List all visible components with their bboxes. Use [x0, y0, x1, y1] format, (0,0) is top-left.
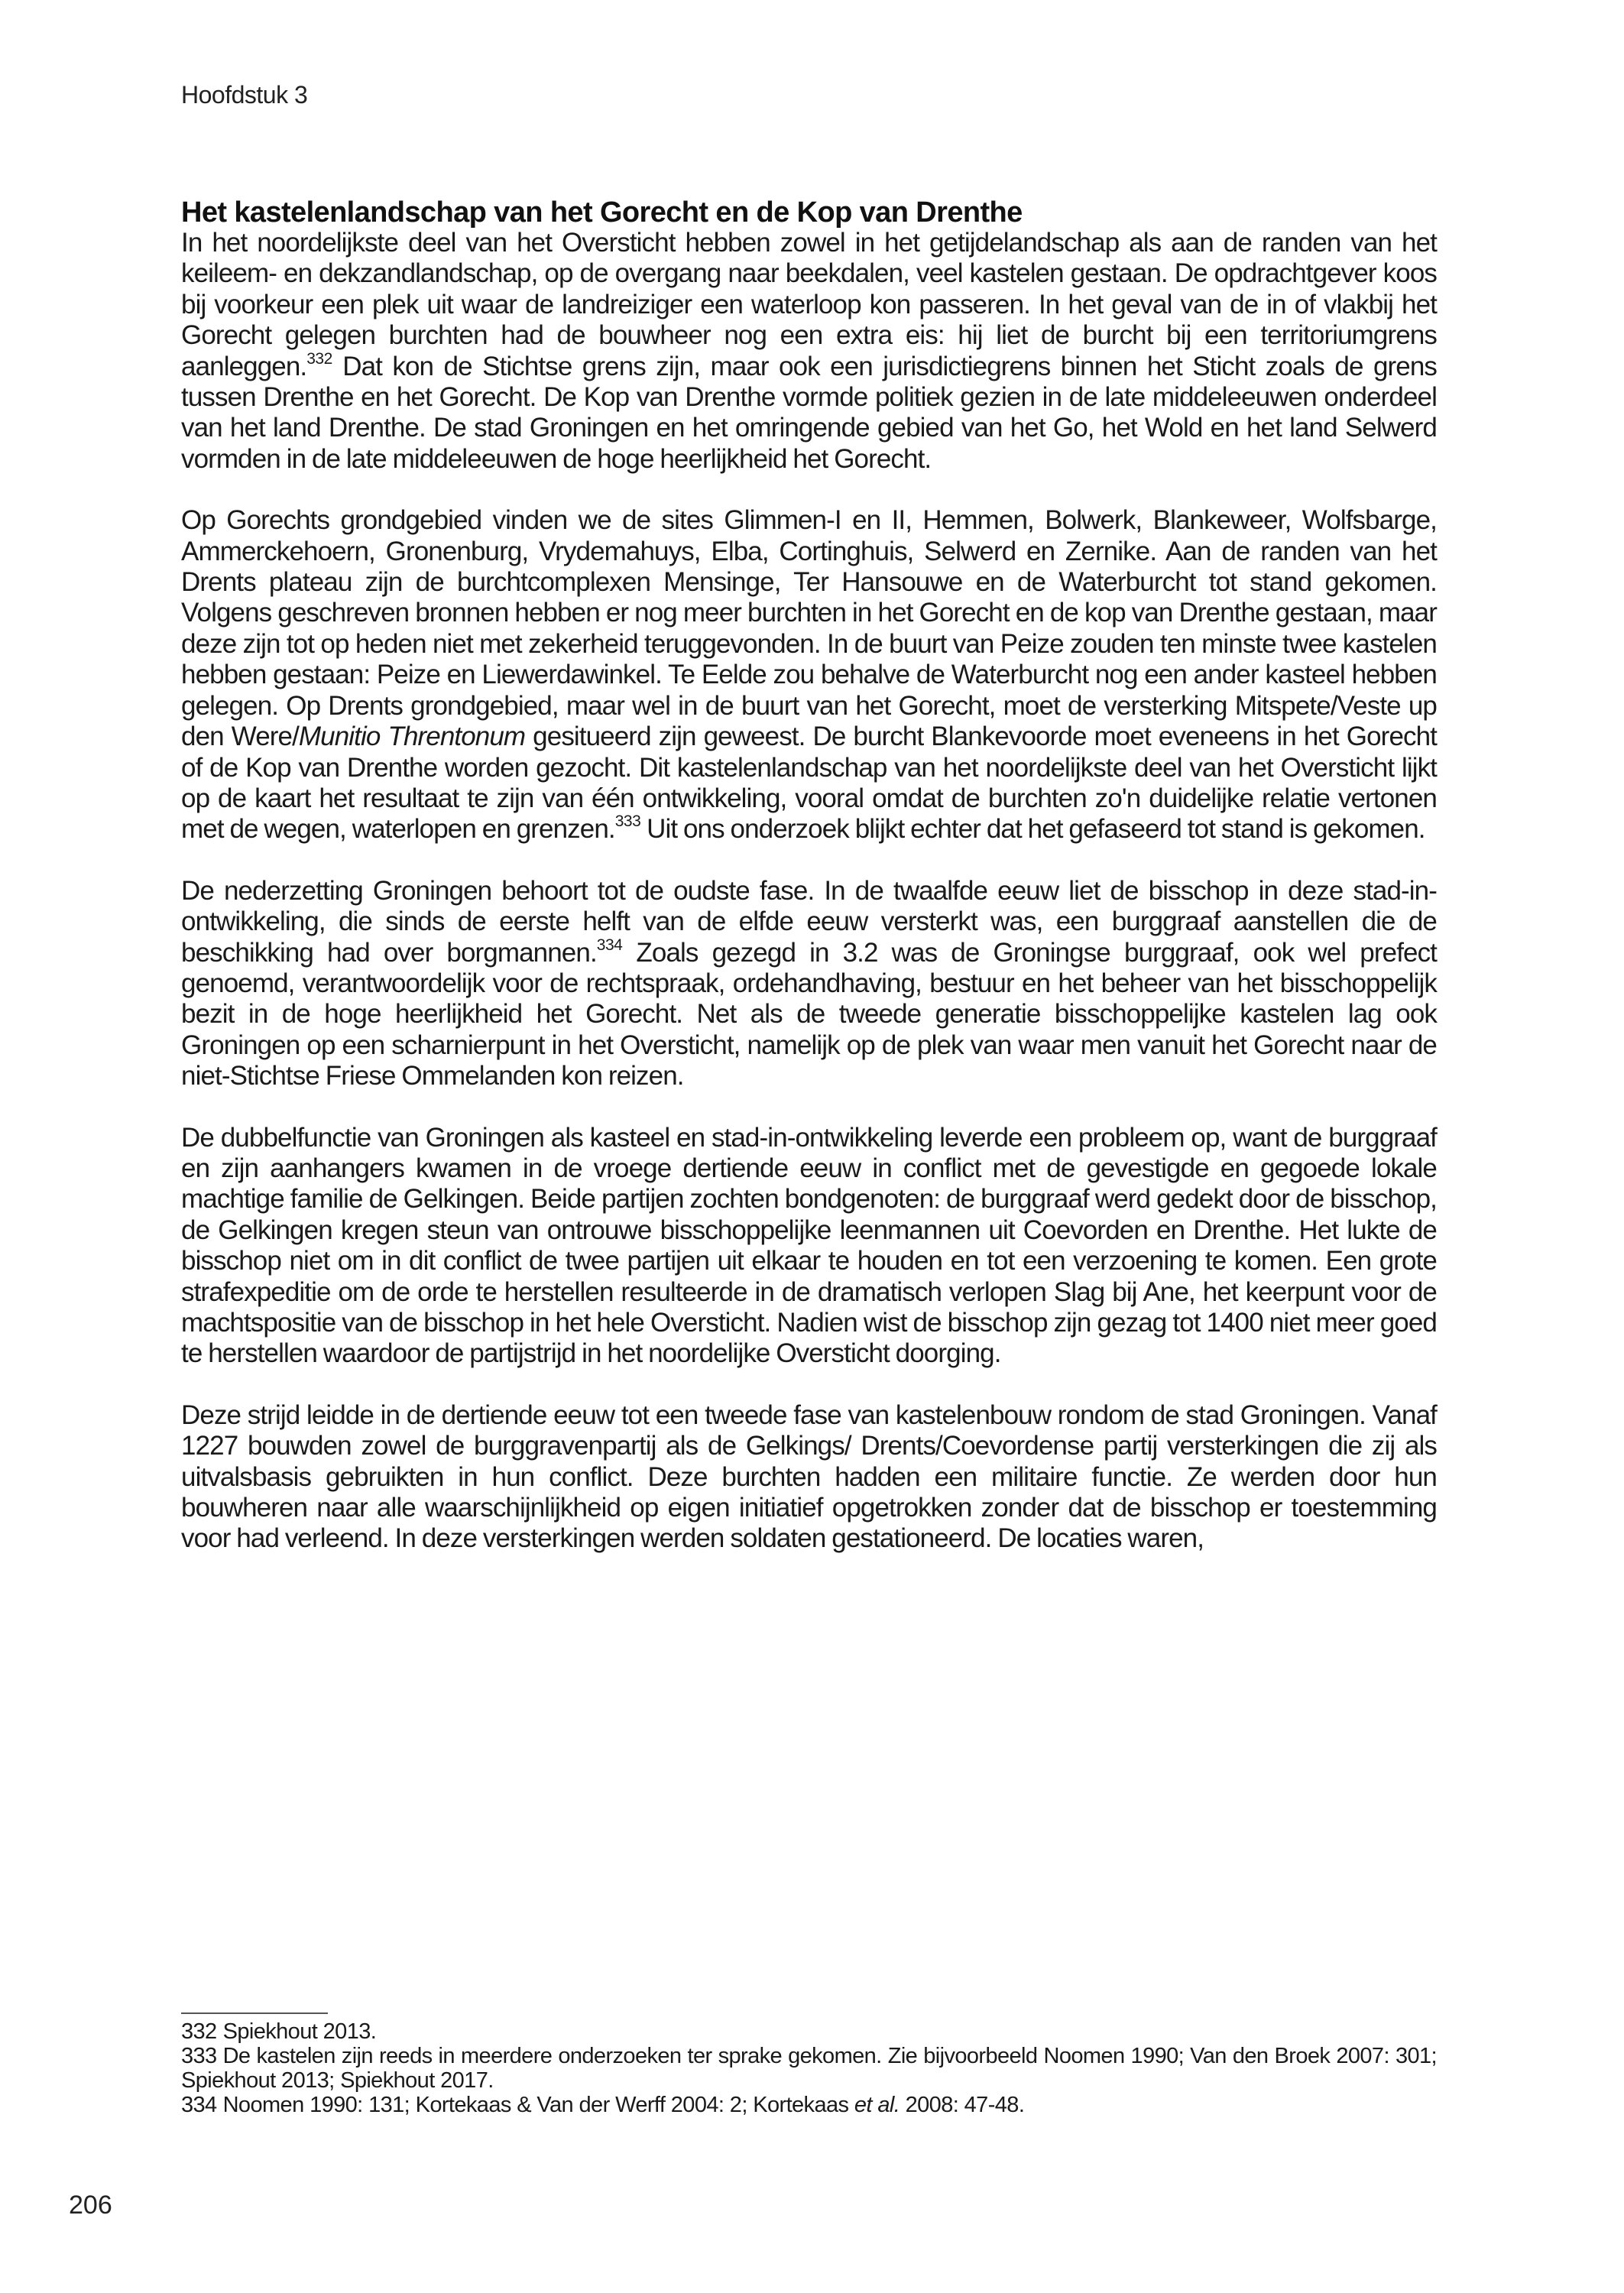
- footnote-divider: [181, 2012, 328, 2014]
- paragraph: [181, 1123, 1437, 1370]
- text-run: Zoals gezegd in 3.2 was de Groningse burggraaf, ook wel prefect genoemd, verantwoordelijk voor de rechtspraak, ordehandhaving, bestuur en het beheer van het bisschoppelijk bezit in de hoge heerlijkheid het Gorecht. Net als de tweede generatie bisschoppelijke kastelen lag ook Groningen op een scharnierpunt in het Oversticht, namelijk op de plek van waar men vanuit het Gorecht naar de niet-Stichtse Friese Ommelanden kon reizen.: [181, 937, 1438, 1091]
- text-run: gesitueerd zijn geweest. De burcht Blankevoorde moet eveneens in het Gorecht of de Kop van Drenthe worden gezocht. Dit kastelenlandschap van het noordelijkste deel van het Oversticht lijkt op de kaart het resultaat te zijn van één ontwikkeling, vooral omdat de burchten zo'n duidelijke relatie vertonen met de wegen, waterlopen en grenzen.: [181, 722, 1437, 845]
- paragraph: [181, 1400, 1437, 1555]
- paragraph: [181, 505, 1437, 845]
- text-run: In het noordelijkste deel van het Oversticht hebben zowel in het getijdelandschap als aan de randen van het keileem- en dekzandlandschap, op de overgang naar beekdalen, veel kastelen gestaan. De opdrachtgever koos bij voorkeur een plek uit waar de landreiziger een waterloop kon passeren. In het geval van de in of vlakbij het Gorecht gelegen burchten had de bouwheer nog een extra eis: hij liet de burcht bij een territoriumgrens aanleggen.: [181, 228, 1437, 381]
- footnote-number: 333: [181, 2044, 217, 2068]
- footnote-reference[interactable]: 333: [614, 812, 641, 831]
- footnotes: [181, 2019, 1437, 2117]
- text-run: De kastelen zijn reeds in meerdere onderzoeken ter sprake gekomen. Zie bijvoorbeeld Noomen 1990; Van den Broek 2007: 301; Spiekhout 2013; Spiekhout 2017.: [181, 2044, 1437, 2093]
- text-run: 2008: 47-48.: [900, 2093, 1025, 2117]
- text-run: De dubbelfunctie van Groningen als kasteel en stad-in-ontwikkeling leverde een probleem op, want de burggraaf en zijn aanhangers kwamen in de vroege dertiende eeuw in conflict met de gevestigde en gegoede lokale machtige familie de Gelkingen. Beide partijen zochten bondgenoten: de burggraaf werd gedekt door de bisschop, de Gelkingen kregen steun van ontrouwe bisschoppelijke leenmannen uit Coevorden en Drenthe. Het lukte de bisschop niet om in dit conflict de twee partijen uit elkaar te houden en tot een verzoening te komen. Een grote strafexpeditie om de orde te herstellen resulteerde in de dramatisch verlopen Slag bij Ane, het keerpunt voor de machtspositie van de bisschop in het hele Oversticht. Nadien wist de bisschop zijn gezag tot 1400 niet meer goed te herstellen waardoor de partijstrijd in het noordelijke Oversticht doorging.: [181, 1122, 1437, 1369]
- footnote-number: 334: [181, 2093, 217, 2117]
- running-head: Hoofdstuk 3: [181, 81, 308, 109]
- text-run: De nederzetting Groningen behoort tot de oudste fase. In de twaalfde eeuw liet de bisschop in deze stad-in-ontwikkeling, die sinds de eerste helft van de elfde eeuw versterkt was, een burggraaf aanstellen die de beschikking had over borgmannen.: [181, 875, 1437, 968]
- footnote: [181, 2044, 1437, 2093]
- text-run: Op Gorechts grondgebied vinden we de sites Glimmen-I en II, Hemmen, Bolwerk, Blankeweer, Wolfsbarge, Ammerckehoern, Gronenburg, Vrydemahuys, Elba, Cortinghuis, Selwerd en Zernike. Aan de randen van het Drents plateau zijn de burchtcomplexen Mensinge, Ter Hansouwe en de Waterburcht tot stand gekomen. Volgens geschreven bronnen hebben er nog meer burchten in het Gorecht en de kop van Drenthe gestaan, maar deze zijn tot op heden niet met zekerheid teruggevonden. In de buurt van Peize zouden ten minste twee kastelen hebben gestaan: Peize en Liewerdawinkel. Te Eelde zou behalve de Waterburcht nog een ander kasteel hebben gelegen. Op Drents grondgebied, maar wel in de buurt van het Gorecht, moet de versterking Mitspete/Veste up den Were/: [181, 505, 1437, 752]
- paragraph: [181, 228, 1437, 475]
- paragraph: [181, 876, 1437, 1092]
- footnote-reference[interactable]: 334: [596, 936, 623, 954]
- footnote: [181, 2093, 1437, 2117]
- text-run: Uit ons onderzoek blijkt echter dat het gefaseerd tot stand is gekomen.: [640, 814, 1425, 845]
- page-number: 206: [69, 2191, 112, 2220]
- text-run: Spiekhout 2013.: [222, 2019, 377, 2044]
- body-text: [181, 197, 1437, 1555]
- footnote-reference[interactable]: 332: [306, 349, 332, 368]
- section-title: Het kastelenlandschap van het Gorecht en de Kop van Drenthe: [181, 196, 1023, 229]
- paragraphs: [181, 228, 1437, 1555]
- footnote: [181, 2019, 1437, 2044]
- italic-text: Munitio Threntonum: [298, 722, 526, 752]
- footnote-number: 332: [181, 2019, 217, 2044]
- text-run: Noomen 1990: 131; Kortekaas & Van der Werff 2004: 2; Kortekaas: [222, 2093, 854, 2117]
- italic-text: et al.: [854, 2093, 900, 2117]
- text-run: Deze strijd leidde in de dertiende eeuw tot een tweede fase van kastelenbouw rondom de stad Groningen. Vanaf 1227 bouwden zowel de burggravenpartij als de Gelkings/ Drents/Coevordense partij versterkingen die zij als uitvalsbasis gebruikten in hun conflict. Deze burchten hadden een militaire functie. Ze werden door hun bouwheren naar alle waarschijnlijkheid op eigen initiatief opgetrokken zonder dat de bisschop er toestemming voor had verleend. In deze versterkingen werden soldaten gestationeerd. De locaties waren,: [181, 1399, 1437, 1554]
- text-run: Dat kon de Stichtse grens zijn, maar ook een jurisdictiegrens binnen het Sticht zoals de grens tussen Drenthe en het Gorecht. De Kop van Drenthe vormde politiek gezien in de late middeleeuwen onderdeel van het land Drenthe. De stad Groningen en het omringende gebied van het Go, het Wold en het land Selwerd vormden in de late middeleeuwen de hoge heerlijkheid het Gorecht.: [181, 351, 1437, 474]
